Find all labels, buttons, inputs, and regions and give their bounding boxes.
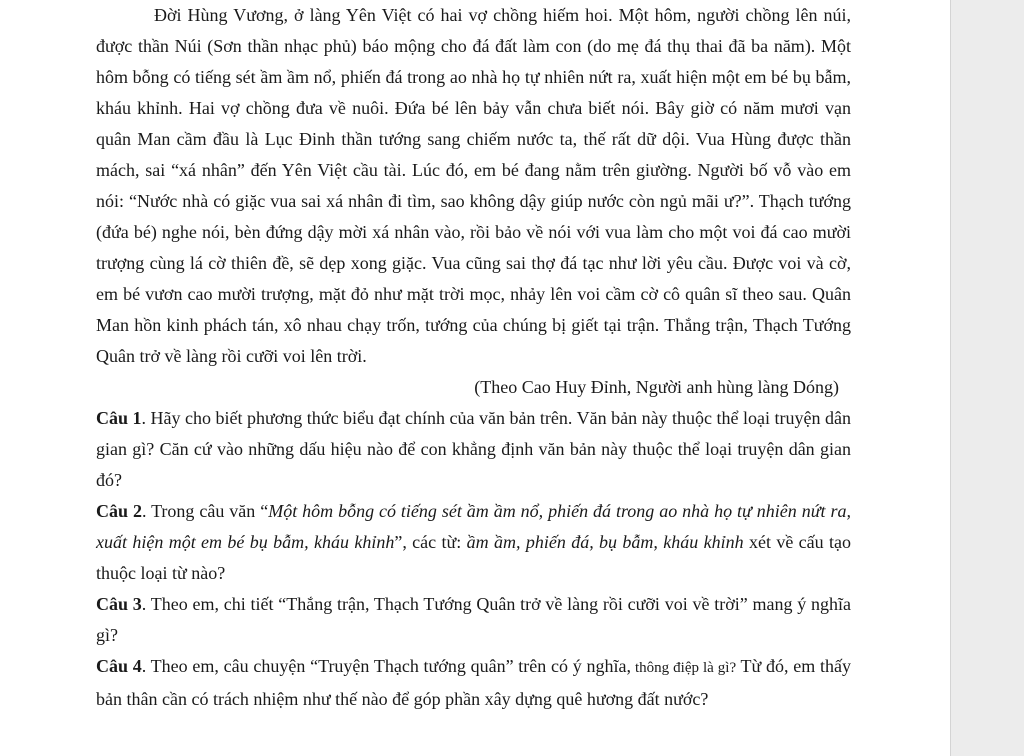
question-1-label: Câu 1 [96,408,142,428]
document-body [96,0,851,715]
question-4-label: Câu 4 [96,656,142,676]
question-2-words: ầm ầm, phiến đá, bụ bẫm, kháu khỉnh [466,532,744,552]
question-2-text-a: . Trong câu văn “ [141,501,269,521]
question-4-text-small: thông điệp là gì? [631,660,737,676]
question-2-text-b: ”, các từ: [394,532,467,552]
question-2 [96,496,851,589]
question-4 [96,651,851,715]
question-4-text-a: . Theo em, câu chuyện “Truyện Thạch tướng quân” trên có ý nghĩa, [141,656,631,676]
question-3-label: Câu 3 [96,594,142,614]
question-3-text: . Theo em, chi tiết “Thắng trận, Thạch Tướng Quân trở về làng rồi cưỡi voi về trời” mang ý nghĩa gì? [96,594,851,645]
question-1 [96,403,851,496]
page-gutter [950,0,1024,756]
story-paragraph: Đời Hùng Vương, ở làng Yên Việt có hai vợ chồng hiếm hoi. Một hôm, người chồng lên núi, được thần Núi (Sơn thần nhạc phủ) báo mộng cho đá đất làm con (do mẹ đá thụ thai đã ba năm). Một hôm bỗng có tiếng sét ầm ầm nổ, phiến đá trong ao nhà họ tự nhiên nứt ra, xuất hiện một em bé bụ bẫm, kháu khỉnh. Hai vợ chồng đưa về nuôi. Đứa bé lên bảy vẫn chưa biết nói. Bây giờ có năm mươi vạn quân Man cầm đầu là Lục Đinh thần tướng sang chiếm nước ta, thế rất dữ dội. Vua Hùng được thần mách, sai “xá nhân” đến Yên Việt cầu tài. Lúc đó, em bé đang nằm trên giường. Người bố vỗ vào em nói: “Nước nhà có giặc vua sai xá nhân đi tìm, sao không dậy giúp nước còn ngủ mãi ư?”. Thạch tướng (đứa bé) nghe nói, bèn đứng dậy mời xá nhân vào, rồi bảo về nói với vua làm cho một voi đá cao mười trượng cùng lá cờ thiên đề, sẽ dẹp xong giặc. Vua cũng sai thợ đá tạc như lời yêu cầu. Được voi và cờ, em bé vươn cao mười trượng, mặt đỏ như mặt trời mọc, nhảy lên voi cầm cờ cô quân sĩ theo sau. Quân Man hồn kinh phách tán, xô nhau chạy trốn, tướng của chúng bị giết tại trận. Thắng trận, Thạch Tướng Quân trở về làng rồi cưỡi voi lên trời. [96,5,851,366]
question-2-text-c: xét về cấu tạo thuộc loại từ nào? [96,532,852,583]
question-1-text: . Hãy cho biết phương thức biểu đạt chính của văn bản trên. Văn bản này thuộc thể loại truyện dân gian gì? Căn cứ vào những dấu hiệu nào để con khẳng định văn bản này thuộc thể loại truyện dân gian đó? [96,408,852,490]
source-citation: (Theo Cao Huy Đỉnh, Người anh hùng làng Dóng) [474,377,839,397]
question-2-label: Câu 2 [96,501,142,521]
question-4-text-b: Từ đó, em thấy bản thân cần có trách nhiệm như thế nào để góp phần xây dựng quê hương đất nước? [96,656,852,709]
question-3 [96,589,851,651]
question-2-quote: Một hôm bỗng có tiếng sét ầm ầm nổ, phiến đá trong ao nhà họ tự nhiên nứt ra, xuất hiện một em bé bụ bẫm, kháu khỉnh [96,501,851,552]
